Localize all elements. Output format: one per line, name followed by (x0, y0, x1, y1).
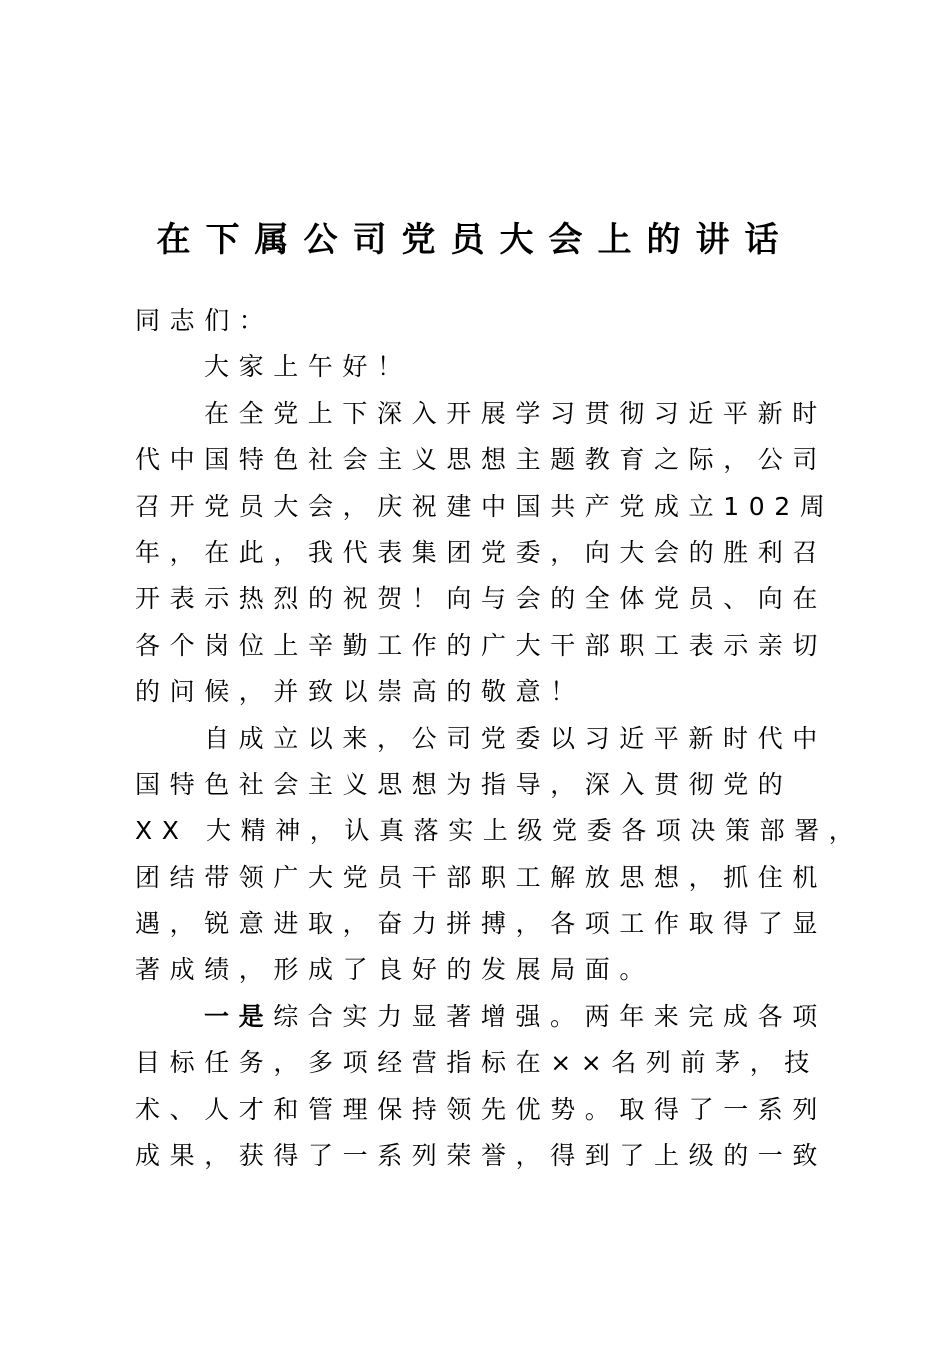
paragraph-line: 代中国特色社会主义思想主题教育之际，公司 (135, 445, 828, 475)
paragraph-line-text: 综合实力显著增强。两年来完成各项 (273, 1001, 827, 1031)
paragraph-line: 著成绩，形成了良好的发展局面。 (135, 955, 655, 985)
paragraph-line: 国特色社会主义思想为指导，深入贯彻党的 (135, 769, 793, 799)
paragraph-line: 召开党员大会，庆祝建中国共产党成立102周 (135, 491, 835, 521)
bold-lead-label: 一是 (204, 1001, 274, 1031)
paragraph-line: 遇，锐意进取，奋力拼搏，各项工作取得了显 (135, 909, 828, 939)
document-body (135, 298, 864, 1179)
paragraph-line: 在全党上下深入开展学习贯彻习近平新时 (204, 398, 827, 428)
greeting-line: 大家上午好！ (204, 352, 412, 382)
paragraph-line: 团结带领广大党员干部职工解放思想，抓住机 (135, 862, 828, 892)
salutation-line: 同志们： (135, 306, 274, 335)
paragraph-line: 术、人才和管理保持领先优势。取得了一系列 (135, 1094, 828, 1124)
paragraph-line: 自成立以来，公司党委以习近平新时代中 (204, 723, 827, 753)
paragraph-line: 各个岗位上辛勤工作的广大干部职工表示亲切 (135, 630, 828, 660)
paragraph-line (135, 994, 825, 1040)
document-title: 在下属公司党员大会上的讲话 (156, 220, 794, 260)
paragraph-line: 成果，获得了一系列荣誉，得到了上级的一致 (135, 1141, 828, 1171)
paragraph-line: 开表示热烈的祝贺！向与会的全体党员、向在 (135, 584, 828, 614)
paragraph-line: XX 大精神，认真落实上级党委各项决策部署， (135, 816, 864, 846)
paragraph-line: 目标任务，多项经营指标在××名列前茅，技 (135, 1048, 819, 1078)
paragraph-line: 的问候，并致以崇高的敬意！ (135, 677, 585, 707)
paragraph-line: 年，在此，我代表集团党委，向大会的胜利召 (135, 537, 828, 567)
